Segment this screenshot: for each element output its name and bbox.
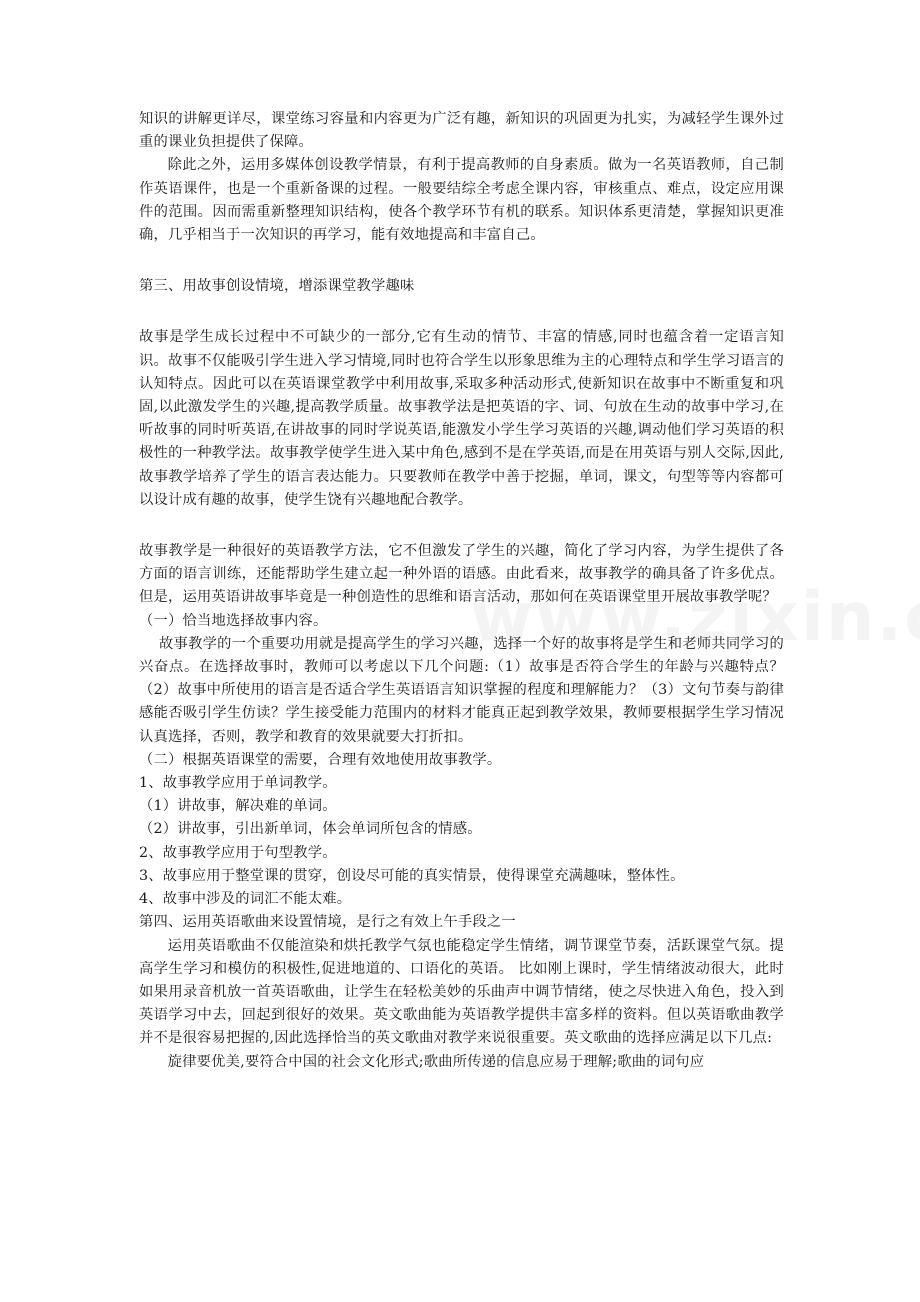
- section-heading-3: 第三、用故事创设情境，增添课堂教学趣味: [139, 278, 415, 295]
- paragraph-6: 运用英语歌曲不仅能渲染和烘托教学气氛也能稳定学生情绪，调节课堂节奏，活跃课堂气氛。提高学生学习和模仿的积极性,促进地道的、口语化的英语。 比如刚上课时，学生情绪波动很大，此时如果用录音机放一首英语歌曲，让学生在轻松美妙的乐曲声中调节情绪，使之尽快进入角色，投入到英语学习中去，回起到很好的效果。英文歌曲能为英语教学提供丰富多样的资料。但以英语歌曲教学并不是很容易把握的,因此选择恰当的英文歌曲对教学来说很重要。英文歌曲的选择应满足以下几点:: [139, 937, 784, 1047]
- list-item-1b: （2）讲故事，引出新单词，体会单词所包含的情感。: [139, 821, 482, 838]
- subheading-2: （二）根据英语课堂的需要，合理有效地使用故事教学。: [139, 751, 502, 768]
- paragraph-2: 除此之外，运用多媒体创设教学情景，有利于提高教师的自身素质。做为一名英语教师，自己制作英语课件，也是一个重新备课的过程。一般要结综全考虑全课内容，审核重点、难点，设定应用课件的范围。因而需重新整理知识结构，使各个教学环节有机的联系。知识体系更清楚，掌握知识更准确，几乎相当于一次知识的再学习，能有效地提高和丰富自己。: [139, 157, 784, 244]
- paragraph-7: 旋律要优美,要符合中国的社会文化形式;歌曲所传递的信息应易于理解;歌曲的词句应: [167, 1053, 705, 1070]
- paragraph-3: 故事是学生成长过程中不可缺少的一部分,它有生动的情节、丰富的情感,同时也蕴含着一定语言知识。故事不仅能吸引学生进入学习情境,同时也符合学生以形象思维为主的心理特点和学生学习语言的认知特点。因此可以在英语课堂教学中利用故事,采取多种活动形式,使新知识在故事中不断重复和巩固,以此激发学生的兴趣,提高教学质量。故事教学法是把英语的字、词、句放在生动的故事中学习,在听故事的同时听英语,在讲故事的同时学说英语,能激发小学生学习英语的兴趣,调动他们学习英语的积极性的一种教学法。故事教学使学生进入某中角色,感到不是在学英语,而是在用英语与别人交际,因此,故事教学培养了学生的语言表达能力。只要教师在教学中善于挖掘，单词，课文，句型等等内容都可以设计成有趣的故事，使学生饶有兴趣地配合教学。: [139, 329, 784, 508]
- section-heading-4: 第四、运用英语歌曲来设置情境，是行之有效上午手段之一: [139, 914, 516, 931]
- document-page: [139, 108, 784, 1074]
- paragraph-4: 故事教学是一种很好的英语教学方法，它不但激发了学生的兴趣，简化了学习内容，为学生提供了各方面的语言训练，还能帮助学生建立起一种外语的语感。由此看来，故事教学的确具备了许多优点。但是，运用英语讲故事毕竟是一种创造性的思维和语言活动，那如何在英语课堂里开展故事教学呢？: [139, 543, 784, 606]
- paragraph-1: 知识的讲解更详尽，课堂练习容量和内容更为广泛有趣，新知识的巩固更为扎实，为减轻学生课外过重的课业负担提供了保障。: [139, 111, 784, 151]
- list-item-1a: （1）讲故事，解决难的单词。: [139, 798, 337, 815]
- list-item-2: 2、故事教学应用于句型教学。: [139, 844, 337, 861]
- subheading-1: （一）恰当地选择故事内容。: [139, 612, 328, 629]
- list-item-3: 3、故事应用于整堂课的贯穿，创设尽可能的真实情景，使得课堂充满趣味，整体性。: [139, 867, 685, 884]
- list-item-4: 4、故事中涉及的词汇不能太难。: [139, 891, 352, 908]
- paragraph-5: 故事教学的一个重要功用就是提高学生的学习兴趣，选择一个好的故事将是学生和老师共同学习的兴奋点。在选择故事时，教师可以考虑以下几个问题:（1）故事是否符合学生的年龄与兴趣特点？（2）故事中所使用的语言是否适合学生英语语言知识掌握的程度和理解能力？（3）文句节奏与韵律感能否吸引学生仿读？学生接受能力范围内的材料才能真正起到教学效果，教师要根据学生学习情况认真选择，否则，教学和教育的效果就要大打折扣。: [139, 635, 784, 745]
- list-item-1: 1、故事教学应用于单词教学。: [139, 775, 337, 792]
